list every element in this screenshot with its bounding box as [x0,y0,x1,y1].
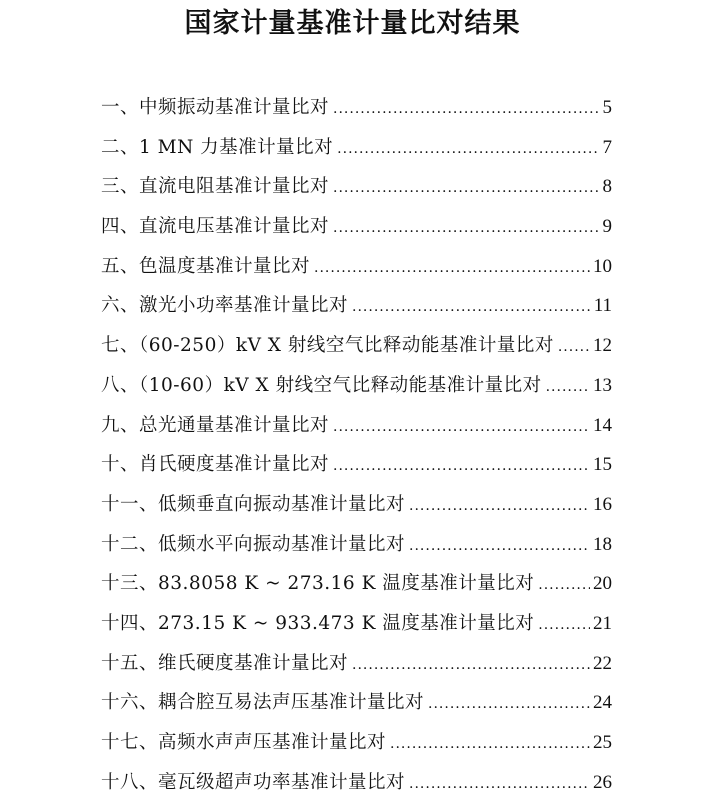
toc-entry-label: 十六、耦合腔互易法声压基准计量比对 [101,692,425,714]
toc-page-number: 11 [593,295,612,317]
toc-entry[interactable] [101,406,612,446]
toc-dot-leader [352,646,590,686]
toc-page-number: 24 [593,692,612,714]
toc-page-number: 14 [593,414,612,436]
toc-entry-label: 十四、273.15 K ~ 933.473 K 温度基准计量比对 [101,612,535,634]
toc-entry-label: 十八、毫瓦级超声功率基准计量比对 [101,771,406,793]
toc-entry-label: 四、直流电压基准计量比对 [101,216,330,238]
toc-entry-label: 十三、83.8058 K ~ 273.16 K 温度基准计量比对 [101,573,535,595]
toc-entry[interactable] [101,644,612,684]
toc-entry[interactable] [101,366,612,406]
toc-dot-leader [337,130,599,170]
toc-entry[interactable] [101,88,612,128]
toc-entry[interactable] [101,167,612,207]
toc-dot-leader [314,249,590,289]
toc-entry[interactable] [101,445,612,485]
toc-page-number: 22 [593,652,612,674]
toc-page-number: 13 [593,374,612,396]
toc-dot-leader [409,527,590,567]
toc-entry-label: 十七、高频水声声压基准计量比对 [101,732,387,753]
toc-dot-leader [538,606,590,646]
toc-entry-label: 九、总光通量基准计量比对 [101,414,330,436]
toc-entry[interactable] [101,326,612,366]
toc-page-number: 9 [602,216,612,238]
toc-entry-label: 七、（60-250）kV X 射线空气比释动能基准计量比对 [101,335,554,357]
toc-entry[interactable] [101,207,612,247]
toc-entry-label: 二、1 MN 力基准计量比对 [101,136,334,158]
toc-dot-leader [333,408,590,448]
toc-entry[interactable] [101,286,612,326]
toc-page-number: 16 [593,493,612,515]
page-title: 国家计量基准计量比对结果 [184,8,521,39]
toc-page-number: 26 [593,771,612,793]
toc-entry[interactable] [101,128,612,168]
toc-entry[interactable] [101,723,612,763]
toc-dot-leader [428,685,590,725]
toc-dot-leader [409,487,590,527]
toc-entry-label: 三、直流电阻基准计量比对 [101,176,330,198]
toc-entry-label: 十五、维氏硬度基准计量比对 [101,652,349,674]
toc-dot-leader [558,328,590,368]
toc-entry-label: 一、中频振动基准计量比对 [101,97,330,118]
toc-dot-leader [390,725,590,765]
toc-entry-label: 八、（10-60）kV X 射线空气比释动能基准计量比对 [101,374,542,396]
toc-page-number: 10 [593,255,612,277]
toc-entry-label: 六、激光小功率基准计量比对 [101,295,349,317]
toc-dot-leader [333,447,590,487]
toc-entry[interactable] [101,683,612,723]
toc-dot-leader [409,765,590,805]
toc-entry[interactable] [101,485,612,525]
toc-page-number: 15 [593,454,612,476]
toc-page-number: 8 [602,176,612,198]
toc-page-number: 21 [593,612,612,634]
toc-entry[interactable] [101,564,612,604]
toc-page-number: 18 [593,533,612,555]
toc-page-number: 7 [602,136,612,158]
toc-page-number: 5 [602,97,612,118]
table-of-contents [101,88,612,802]
toc-entry[interactable] [101,763,612,803]
toc-dot-leader [333,169,599,209]
toc-entry[interactable] [101,604,612,644]
toc-page-number: 25 [593,732,612,753]
toc-entry-label: 十、肖氏硬度基准计量比对 [101,454,330,476]
toc-dot-leader [546,368,590,408]
toc-entry[interactable] [101,525,612,565]
toc-page-number: 20 [593,573,612,595]
toc-entry[interactable] [101,247,612,287]
toc-dot-leader [538,566,590,606]
toc-dot-leader [333,209,599,249]
toc-entry-label: 十二、低频水平向振动基准计量比对 [101,533,406,555]
toc-entry-label: 五、色温度基准计量比对 [101,255,311,277]
toc-dot-leader [352,288,591,328]
toc-entry-label: 十一、低频垂直向振动基准计量比对 [101,493,406,515]
toc-dot-leader [333,90,599,130]
toc-page-number: 12 [593,335,612,357]
